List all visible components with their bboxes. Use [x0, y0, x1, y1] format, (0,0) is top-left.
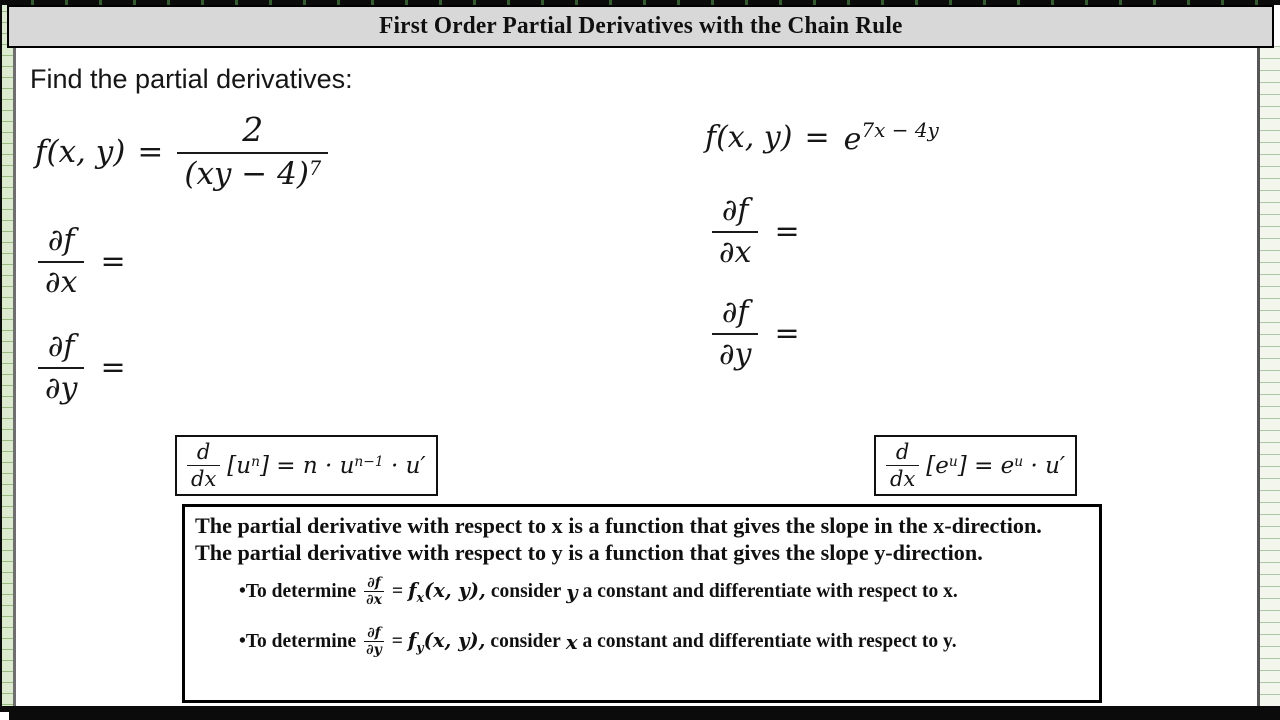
fraction-numerator: 2 — [242, 110, 264, 149]
exponential-rule-box — [874, 435, 1077, 496]
title-bar — [7, 5, 1274, 48]
explanation-box — [182, 504, 1102, 703]
subscript: y — [416, 639, 424, 655]
equals-sign: = — [774, 316, 800, 352]
inline-fraction — [364, 626, 384, 659]
fraction-denominator: dx — [187, 465, 220, 490]
fraction-denominator: ∂y — [366, 642, 382, 659]
partial-y-left — [38, 330, 126, 405]
fraction-numerator: d — [895, 440, 910, 464]
power-rule-formula — [227, 453, 425, 479]
equals-sign: = — [100, 350, 126, 386]
corner-notch — [0, 712, 9, 720]
base-e: e — [843, 122, 862, 157]
partial-x-left — [38, 224, 126, 299]
arguments: (x, y), — [424, 579, 486, 603]
exponential-base — [844, 118, 939, 157]
function-f: f — [407, 629, 417, 653]
explanation-paragraph: The partial derivative with respect to x is a function that gives the slope in the x-direction. The partial derivative with respect to y is a function that gives the slope y-direction. — [195, 513, 1053, 566]
function-notation — [408, 579, 486, 605]
partial-fraction — [712, 194, 758, 269]
partial-fraction — [38, 330, 84, 405]
fraction-numerator: d — [196, 440, 211, 464]
exponent-u2: u — [1014, 453, 1024, 470]
grid-paper-right-edge — [1257, 46, 1280, 706]
bracket-open: [u — [227, 452, 252, 479]
bullet-rest: a constant and differentiate with respect to x. — [582, 581, 958, 603]
equals-sign: = — [391, 631, 403, 653]
fraction-numerator: ∂f — [367, 574, 381, 591]
exponent-n: n — [251, 453, 260, 470]
inline-fraction — [364, 576, 384, 609]
fraction-numerator: ∂f — [47, 329, 75, 364]
equals-sign: = — [774, 214, 800, 250]
exponent-u: u — [948, 453, 958, 470]
bracket-open: [e — [926, 452, 949, 479]
variable: y — [566, 580, 578, 604]
fraction — [177, 112, 328, 192]
partial-fraction — [38, 224, 84, 299]
bullet-consider: consider — [490, 631, 561, 653]
function-notation — [408, 629, 486, 655]
d-dx-fraction — [886, 441, 919, 490]
bullet-partial-x — [239, 576, 1087, 609]
grid-paper-left-edge — [0, 0, 16, 706]
equals-sign: = — [137, 133, 164, 170]
partial-y-right — [712, 296, 800, 371]
rule-middle: ] = e — [957, 452, 1015, 479]
bullet-partial-y — [239, 626, 1087, 659]
function-f: f — [408, 579, 417, 603]
fraction-denominator: ∂y — [38, 367, 84, 406]
fraction-numerator: ∂f — [721, 295, 749, 330]
bullet-pre: •To determine — [239, 631, 357, 653]
equation-left-function — [35, 112, 328, 192]
fraction-denominator: ∂x — [712, 231, 758, 270]
rule-middle: ] = n · u — [259, 452, 355, 479]
equals-sign: = — [100, 244, 126, 280]
power-rule-box — [175, 435, 438, 496]
rule-tail: · u′ — [1023, 452, 1066, 479]
fraction-denominator: ∂x — [366, 592, 382, 609]
denominator-exponent: 7 — [308, 156, 322, 180]
page-title: First Order Partial Derivatives with the Chain Rule — [378, 13, 903, 39]
rule-tail: · u′ — [383, 452, 426, 479]
fraction-denominator: ∂x — [38, 261, 84, 300]
subscript: x — [416, 590, 425, 606]
exponent: 7x − 4y — [861, 118, 939, 142]
fraction-denominator: dx — [886, 465, 919, 490]
bottom-black-bar — [0, 706, 1280, 720]
arguments: (x, y), — [423, 629, 486, 653]
partial-x-right — [712, 194, 800, 269]
variable: x — [565, 630, 578, 654]
denominator-base: (xy − 4) — [184, 155, 309, 192]
bullet-rest: a constant and differentiate with respect to y. — [582, 631, 957, 653]
equals-sign: = — [804, 120, 830, 155]
exponential-rule-formula — [926, 453, 1065, 479]
equation-right-function — [705, 118, 939, 157]
function-lhs: f(x, y) — [35, 133, 126, 170]
bullet-pre: •To determine — [239, 581, 357, 603]
fraction-denominator: ∂y — [712, 333, 758, 372]
fraction-numerator: ∂f — [47, 223, 75, 258]
partial-fraction — [712, 296, 758, 371]
exponent-n-minus-1: n−1 — [354, 453, 384, 470]
d-dx-fraction — [187, 441, 220, 490]
fraction-numerator: ∂f — [367, 624, 381, 641]
prompt-text: Find the partial derivatives: — [30, 64, 353, 94]
bullet-consider: consider — [490, 581, 562, 603]
function-lhs: f(x, y) — [705, 120, 793, 155]
fraction-denominator — [177, 152, 328, 192]
equals-sign: = — [391, 581, 404, 603]
fraction-numerator: ∂f — [721, 193, 749, 228]
